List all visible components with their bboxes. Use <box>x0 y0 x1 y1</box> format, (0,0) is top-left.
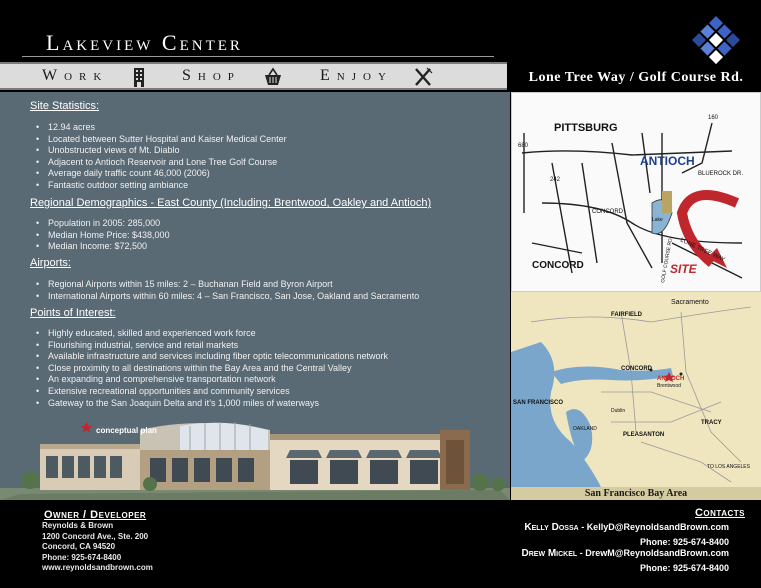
contacts-heading: Contacts <box>694 507 745 519</box>
contact-drew <box>522 548 729 559</box>
map-label: 160 <box>708 115 719 121</box>
contact-kelly <box>524 522 729 533</box>
regional-map-caption <box>511 487 761 501</box>
list-item: • Median Income: $72,500 <box>36 241 170 253</box>
nav-enjoy-label: Enjoy <box>320 67 393 84</box>
contact-name: Drew Mickel <box>521 548 578 559</box>
demographics-list <box>36 218 170 253</box>
owner-website[interactable]: www.reynoldsandbrown.com <box>42 563 153 573</box>
regional-map-caption-text: San Francisco Bay Area <box>584 488 688 499</box>
airports-heading: Airports: <box>30 257 71 269</box>
map-label: 242 <box>550 177 561 183</box>
list-item: • 12.94 acres <box>36 122 287 134</box>
map-label: CONCORD <box>532 260 584 271</box>
airports-list <box>36 279 419 302</box>
building-icon <box>128 66 150 88</box>
map-label: Dublin <box>611 408 626 414</box>
demographics-heading: Regional Demographics - East County (Including: Brentwood, Oakley and Antioch) <box>30 197 432 209</box>
location-text: Lone Tree Way / Golf Course Rd. <box>528 70 744 85</box>
contact-separator: - <box>579 548 586 558</box>
list-item: • An expanding and comprehensive transportation network <box>36 374 388 386</box>
map-label: ANTIOCH <box>640 154 695 168</box>
map-label: GOLF COURSE RD. <box>660 236 675 284</box>
owner-phone: Phone: 925-674-8400 <box>42 552 122 562</box>
list-item: • Unobstructed views of Mt. Diablo <box>36 145 287 157</box>
map-label: Brentwood <box>657 383 681 389</box>
diamond-cube-logo-icon <box>684 12 748 72</box>
category-bar <box>0 62 507 90</box>
list-item: • Flourishing industrial, service and retail markets <box>36 340 388 352</box>
title-divider <box>22 56 494 57</box>
contact-separator: - <box>581 522 587 532</box>
list-item: • Highly educated, skilled and experienced work force <box>36 328 388 340</box>
list-item: • Extensive recreational opportunities and community services <box>36 386 388 398</box>
owner-company: Reynolds & Brown <box>42 521 114 530</box>
list-item: • Gateway to the San Joaquin Delta and it’s 1,000 miles of waterways <box>36 398 388 410</box>
owner-city: Concord, CA 94520 <box>42 542 116 552</box>
map-label: FAIRFIELD <box>611 312 642 318</box>
points-of-interest-list <box>36 328 388 409</box>
contact-email-link[interactable]: KellyD@ReynoldsandBrown.com <box>586 522 729 532</box>
list-item: • Located between Sutter Hospital and Kaiser Medical Center <box>36 134 287 146</box>
regional-map-graphic <box>511 292 761 487</box>
nav-shop-label: Shop <box>182 67 241 84</box>
local-site-map <box>511 92 761 292</box>
site-statistics-heading: Site Statistics: <box>30 100 100 112</box>
map-label: PLEASANTON <box>623 432 665 438</box>
list-item: • Close proximity to all destinations within the Bay Area and the Central Valley <box>36 363 388 375</box>
map-label: CONCORD <box>592 209 623 215</box>
map-label: TRACY <box>701 420 722 426</box>
location-banner <box>510 66 761 92</box>
contact-drew-phone: Phone: 925-674-8400 <box>639 563 729 573</box>
star-icon <box>80 421 93 434</box>
map-label: Lake <box>652 217 663 223</box>
contact-name: Kelly Dossa <box>524 522 579 533</box>
page-title: Lakeview Center <box>46 30 243 55</box>
contact-kelly-phone: Phone: 925-674-8400 <box>639 537 729 547</box>
list-item: • Median Home Price: $438,000 <box>36 230 170 242</box>
basket-icon <box>262 66 284 88</box>
site-statistics-list <box>36 122 287 192</box>
map-label: SAN FRANCISCO <box>513 400 564 406</box>
building-rendering <box>0 410 510 500</box>
owner-heading: Owner / Developer <box>44 509 147 521</box>
map-label: LONE TREE WAY <box>679 237 726 264</box>
list-item: • Average daily traffic count 46,000 (2006) <box>36 168 287 180</box>
contact-email-link[interactable]: DrewM@ReynoldsandBrown.com <box>585 548 729 558</box>
map-label: CONCORD <box>621 366 652 372</box>
map-label: 680 <box>518 143 529 149</box>
list-item: • International Airports within 60 miles: 4 – San Francisco, San Jose, Oakland and Sacramento <box>36 291 419 303</box>
map-label: ANTIOCH <box>657 376 685 382</box>
list-item: • Regional Airports within 15 miles: 2 – Buchanan Field and Byron Airport <box>36 279 419 291</box>
list-item: • Available infrastructure and services including fiber optic telecommunications network <box>36 351 388 363</box>
owner-address: 1200 Concord Ave., Ste. 200 <box>42 531 149 541</box>
conceptual-plan-label: conceptual plan <box>96 426 157 435</box>
points-of-interest-heading: Points of Interest: <box>30 307 116 319</box>
map-label: OAKLAND <box>573 426 597 432</box>
list-item: • Population in 2005: 285,000 <box>36 218 170 230</box>
nav-work-label: Work <box>42 67 109 84</box>
map-label: PITTSBURG <box>554 122 618 134</box>
map-label: SITE <box>670 262 697 276</box>
map-label: Sacramento <box>671 299 709 306</box>
map-label: TO LOS ANGELES <box>707 464 750 470</box>
owner-details <box>42 521 153 574</box>
list-item: • Fantastic outdoor setting ambiance <box>36 180 287 192</box>
map-label: BLUEROCK DR. <box>698 171 744 177</box>
header <box>0 0 761 62</box>
local-map-graphic <box>512 93 761 293</box>
list-item: • Adjacent to Antioch Reservoir and Lone Tree Golf Course <box>36 157 287 169</box>
regional-map <box>511 292 761 487</box>
fork-knife-icon <box>412 66 434 88</box>
